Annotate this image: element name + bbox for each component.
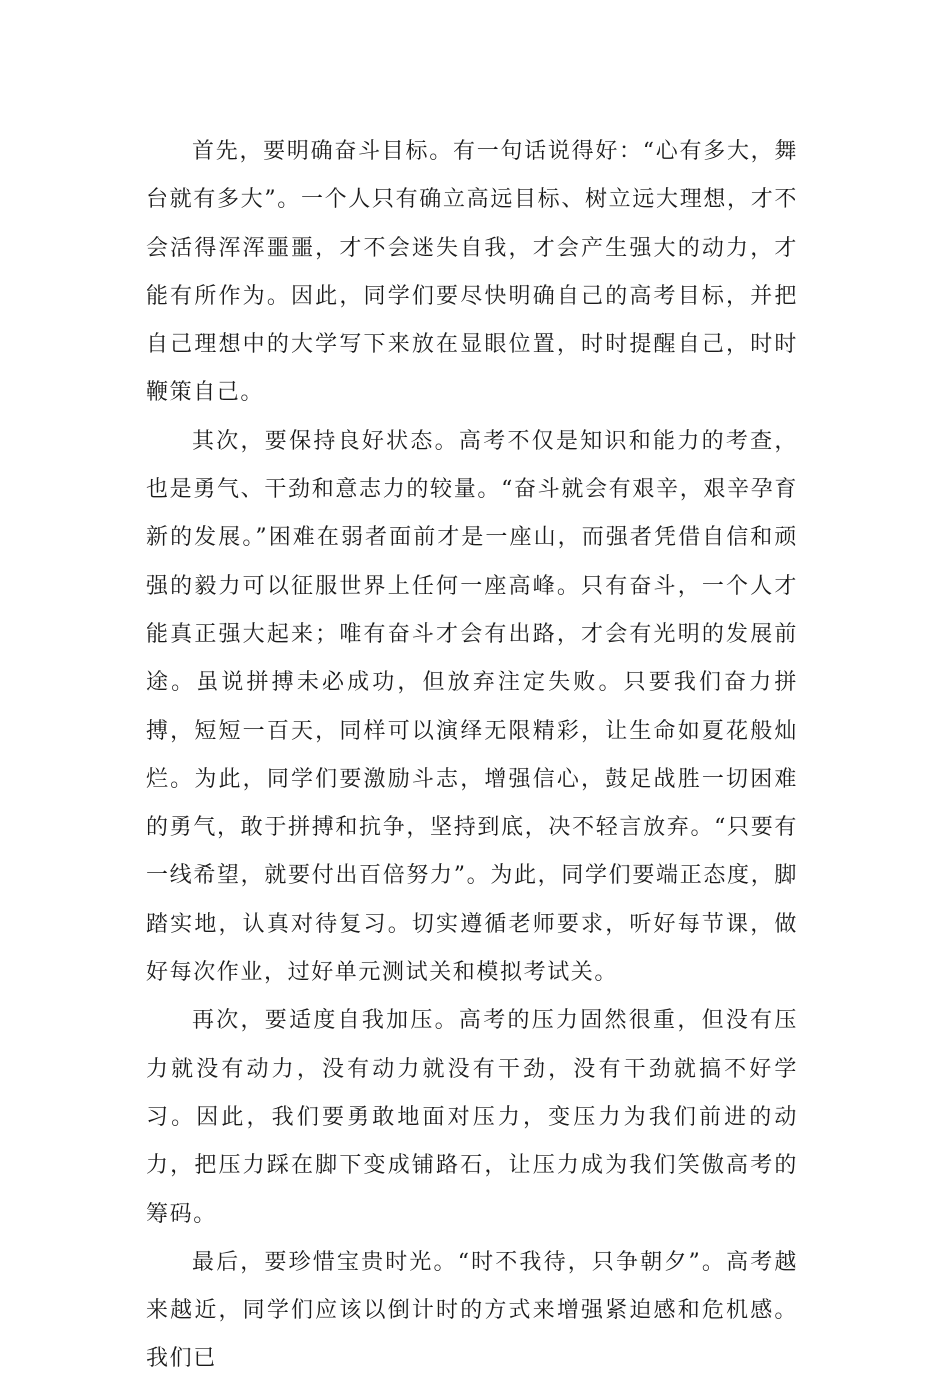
paragraph-goal: 首先，要明确奋斗目标。有一句话说得好：“心有多大，舞台就有多大”。一个人只有确立高远目标、树立远大理想，才不会活得浑浑噩噩，才不会迷失自我，才会产生强大的动力，才能有所作为。因此，同学们要尽快明确自己的高考目标，并把自己理想中的大学写下来放在显眼位置，时时提醒自己，时时鞭策自己。	[146, 139, 798, 406]
document-body	[146, 128, 798, 1384]
paragraph-state: 其次，要保持良好状态。高考不仅是知识和能力的考查，也是勇气、干劲和意志力的较量。“奋斗就会有艰辛，艰辛孕育新的发展。”困难在弱者面前才是一座山，而强者凭借自信和顽强的毅力可以征服世界上任何一座高峰。只有奋斗，一个人才能真正强大起来；唯有奋斗才会有出路，才会有光明的发展前途。虽说拼搏未必成功，但放弃注定失败。只要我们奋力拼搏，短短一百天，同样可以演绎无限精彩，让生命如夏花般灿烂。为此，同学们要激励斗志，增强信心，鼓足战胜一切困难的勇气，敢于拼搏和抗争，坚持到底，决不轻言放弃。“只要有一线希望，就要付出百倍努力”。为此，同学们要端正态度，脚踏实地，认真对待复习。切实遵循老师要求，听好每节课，做好每次作业，过好单元测试关和模拟考试关。	[146, 428, 798, 986]
paragraph-pressure: 再次，要适度自我加压。高考的压力固然很重，但没有压力就没有动力，没有动力就没有干劲，没有干劲就搞不好学习。因此，我们要勇敢地面对压力，变压力为我们前进的动力，把压力踩在脚下变成铺路石，让压力成为我们笑傲高考的筹码。	[146, 1008, 798, 1227]
paragraph-time: 最后，要珍惜宝贵时光。“时不我待，只争朝夕”。高考越来越近，同学们应该以倒计时的方式来增强紧迫感和危机感。我们已	[146, 1249, 798, 1372]
